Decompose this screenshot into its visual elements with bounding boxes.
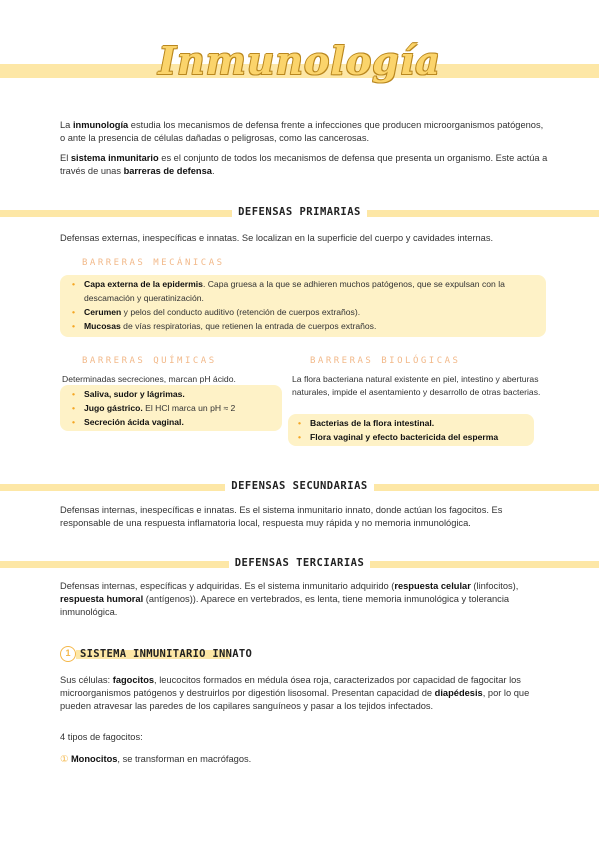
subheading-biologicas: BARRERAS BIOLÓGICAS: [310, 356, 461, 366]
item-bold: Saliva, sudor y lágrimas.: [84, 389, 185, 399]
term-sistema-inmunitario: sistema inmunitario: [70, 153, 159, 163]
primarias-text: Defensas externas, inespecíficas e innatas. Se localizan en la superficie del cuerpo y cavidades internas.: [60, 233, 494, 243]
circled-one-icon: ①: [60, 754, 69, 764]
list-item: [70, 401, 280, 415]
text: El: [60, 153, 71, 163]
term-respuesta-celular: respuesta celular: [394, 581, 471, 591]
quimicas-list: [70, 387, 280, 429]
list-item: [70, 387, 280, 401]
text: , se transforman en macrófagos.: [117, 754, 252, 764]
text: es el conjunto de todos los mecanismos de defensa que presenta un organismo. Este actúa a través de unas: [60, 153, 548, 176]
item-text: . Capa gruesa a la que se adhieren muchos patógenos, que se expulsan con la descamación y queratinización.: [84, 279, 505, 303]
item-bold: Bacterias de la flora intestinal.: [310, 418, 435, 428]
intro-paragraph-1: [60, 119, 548, 145]
heading-text: DEFENSAS PRIMARIAS: [232, 206, 367, 218]
text: (antígenos)). Aparece en vertebrados, es lenta, tiene memoria inmunológica y tolerancia inmunológica.: [60, 594, 510, 617]
text: La: [60, 120, 73, 130]
item-bold: Mucosas: [84, 321, 121, 331]
section-title-secundarias: [0, 480, 599, 492]
text: estudia los mecanismos de defensa frente a infecciones que producen microorganismos patógenos, o ante la presencia de células dañadas o peligrosas, como las cancerosas.: [60, 120, 544, 143]
text: Sus células:: [60, 675, 113, 685]
item-bold: Capa externa de la epidermis: [84, 279, 203, 289]
text: , por lo que pueden atravesar las paredes de los capilares sanguíneos y pasar a los tejidos infectados.: [60, 688, 530, 711]
text: , leucocitos formados en médula ósea roja, caracterizados por capacidad de fagocitar los microorganismos patógenos y destruirlos por digestión lisosomal. Presentan capacidad de: [60, 675, 521, 698]
item-text: y pelos del conducto auditivo (retención de cuerpos extraños).: [121, 307, 361, 317]
terciarias-text: [60, 580, 548, 619]
list-item: [296, 416, 536, 430]
innato-text: [60, 674, 548, 713]
list-item: [70, 319, 540, 333]
section-title-primarias: [0, 206, 599, 218]
quimicas-intro: Determinadas secreciones, marcan pH ácido.: [62, 374, 236, 384]
text: Defensas internas, específicas y adquiridas. Es el sistema inmunitario adquirido (: [60, 581, 395, 591]
innato-heading: SISTEMA INMUNITARIO INNATO: [80, 648, 253, 660]
page-title: Inmunología: [158, 38, 441, 83]
mecanicas-list: [70, 277, 540, 333]
term-respuesta-humoral: respuesta humoral: [60, 594, 144, 604]
list-item: [296, 430, 536, 444]
intro-paragraph-2: [60, 152, 548, 178]
subheading-mecanicas: BARRERAS MECÁNICAS: [82, 258, 225, 268]
heading-text: DEFENSAS TERCIARIAS: [229, 557, 371, 569]
section-title-terciarias: [0, 557, 599, 569]
term-diapedesis: diapédesis: [434, 688, 483, 698]
term-barreras: barreras de defensa: [123, 166, 212, 176]
term-inmunologia: inmunología: [72, 120, 129, 130]
term-fagocitos: fagocitos: [112, 675, 155, 685]
biologicas-intro: La flora bacteriana natural existente en piel, intestino y aberturas naturales, impide el asentamiento y desarrollo de otras bacterias.: [292, 374, 541, 397]
number-circle-icon: 1: [60, 646, 76, 662]
monocitos-item: [60, 753, 548, 766]
secundarias-text: Defensas internas, inespecíficas e innatas. Es el sistema inmunitario innato, donde actúan los fagocitos. Es responsable de una respuesta inflamatoria local, respuesta muy rápida y no memoria inmunológica.: [60, 505, 503, 528]
subheading-quimicas: BARRERAS QUÍMICAS: [82, 356, 217, 366]
list-item: [70, 305, 540, 319]
biologicas-list: [296, 416, 536, 444]
text: .: [211, 166, 215, 176]
text: (linfocitos),: [470, 581, 519, 591]
item-bold: Flora vaginal y efecto bactericida del esperma: [310, 432, 499, 442]
item-text: de vías respiratorias, que retienen la entrada de cuerpos extraños.: [120, 321, 377, 331]
list-item: [70, 277, 540, 305]
tipos-fagocitos: 4 tipos de fagocitos:: [60, 732, 143, 742]
item-bold: Cerumen: [84, 307, 122, 317]
item-bold: Jugo gástrico.: [84, 403, 143, 413]
term-monocitos: Monocitos: [70, 754, 118, 764]
item-bold: Secreción ácida vaginal.: [84, 417, 184, 427]
heading-text: DEFENSAS SECUNDARIAS: [225, 480, 373, 492]
list-item: [70, 415, 280, 429]
item-text: El HCl marca un pH ≈ 2: [142, 403, 236, 413]
